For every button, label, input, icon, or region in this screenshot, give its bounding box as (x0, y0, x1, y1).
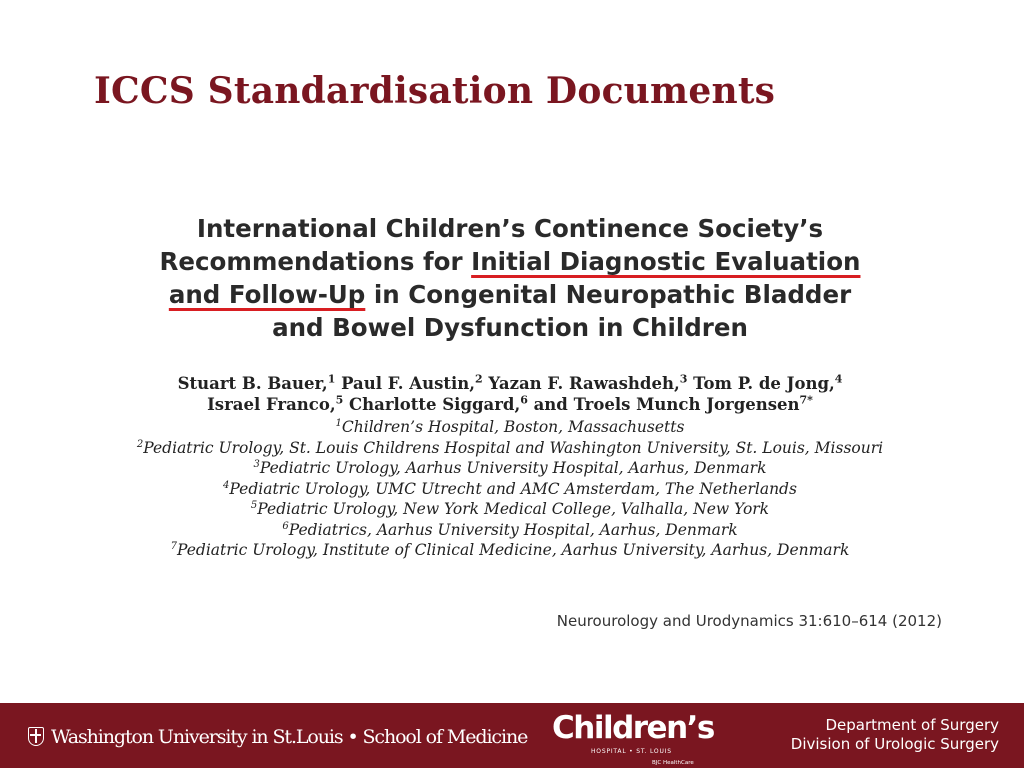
affiliation-text: Pediatric Urology, New York Medical College, Valhalla, New York (257, 500, 770, 518)
author-name: Israel Franco, (207, 395, 336, 414)
author-superscript: 7* (799, 393, 813, 407)
footer-bar (0, 703, 1024, 768)
affiliation-item (110, 458, 910, 479)
author-superscript: 5 (335, 393, 344, 407)
department-label (791, 716, 999, 754)
affiliation-text: Pediatric Urology, UMC Utrecht and AMC Amsterdam, The Netherlands (229, 479, 797, 498)
paper-title-underlined-1: Initial Diagnostic Evaluation (471, 247, 861, 276)
author-list (110, 373, 910, 415)
author-superscript: 6 (520, 393, 528, 407)
affiliation-item (110, 540, 910, 561)
author-superscript: 4 (834, 372, 843, 386)
affiliation-text: Pediatric Urology, St. Louis Childrens Hospital and Washington University, St. Louis, Missouri (143, 438, 884, 457)
author-name: and Troels Munch Jorgensen (527, 395, 800, 414)
childrens-hospital-logo (552, 710, 714, 768)
paper-title-underlined-2: and Follow-Up (168, 280, 366, 309)
affiliation-superscript: 3 (253, 458, 260, 470)
childrens-logo-name: Children’s (552, 710, 714, 746)
affiliation-superscript: 5 (250, 499, 258, 511)
author-superscript: 3 (679, 372, 688, 386)
department-line: Department of Surgery (825, 716, 999, 734)
wu-logo-text: Washington University in St.Louis • School of Medicine (51, 726, 528, 748)
affiliation-item (110, 520, 910, 541)
author-name: Tom P. de Jong, (687, 374, 835, 393)
affiliation-item (110, 499, 910, 520)
affiliation-item (110, 417, 910, 438)
childrens-logo-subtitle: HOSPITAL • ST. LOUIS (591, 748, 672, 755)
affiliation-text: Pediatric Urology, Institute of Clinical Medicine, Aarhus University, Aarhus, Denmark (177, 541, 850, 559)
affiliation-text: Pediatric Urology, Aarhus University Hospital, Aarhus, Denmark (259, 459, 767, 477)
affiliation-item (110, 479, 910, 500)
paper-title (110, 212, 910, 344)
affiliation-text: Pediatrics, Aarhus University Hospital, Aarhus, Denmark (288, 520, 738, 539)
affiliation-superscript: 7 (170, 540, 178, 552)
author-name: Charlotte Siggard, (343, 395, 521, 414)
author-name: Paul F. Austin, (335, 374, 476, 393)
division-line: Division of Urologic Surgery (790, 735, 999, 753)
journal-citation: Neurourology and Urodynamics 31:610–614 (2012) (556, 612, 942, 630)
affiliation-list (110, 417, 910, 561)
affiliation-item (110, 438, 910, 459)
affiliation-superscript: 2 (136, 438, 144, 450)
author-name: Stuart B. Bauer, (177, 374, 328, 393)
affiliation-text: Children’s Hospital, Boston, Massachusetts (341, 418, 685, 436)
author-name: Yazan F. Rawashdeh, (482, 374, 680, 393)
author-superscript: 1 (327, 372, 336, 386)
paper-title-line-2: Recommendations for (159, 247, 472, 276)
bjc-logo: BJC HealthCare (652, 760, 694, 766)
affiliation-superscript: 4 (223, 479, 230, 491)
paper-title-line-4: and Bowel Dysfunction in Children (272, 313, 748, 342)
affiliation-superscript: 1 (335, 417, 342, 429)
author-superscript: 2 (475, 372, 483, 386)
affiliation-superscript: 6 (282, 520, 289, 532)
slide-title: ICCS Standardisation Documents (94, 70, 776, 112)
paper-title-line-1: International Children’s Continence Society’s (196, 214, 824, 243)
wu-shield-icon (28, 727, 44, 746)
paper-title-line-3: in Congenital Neuropathic Bladder (365, 280, 852, 309)
